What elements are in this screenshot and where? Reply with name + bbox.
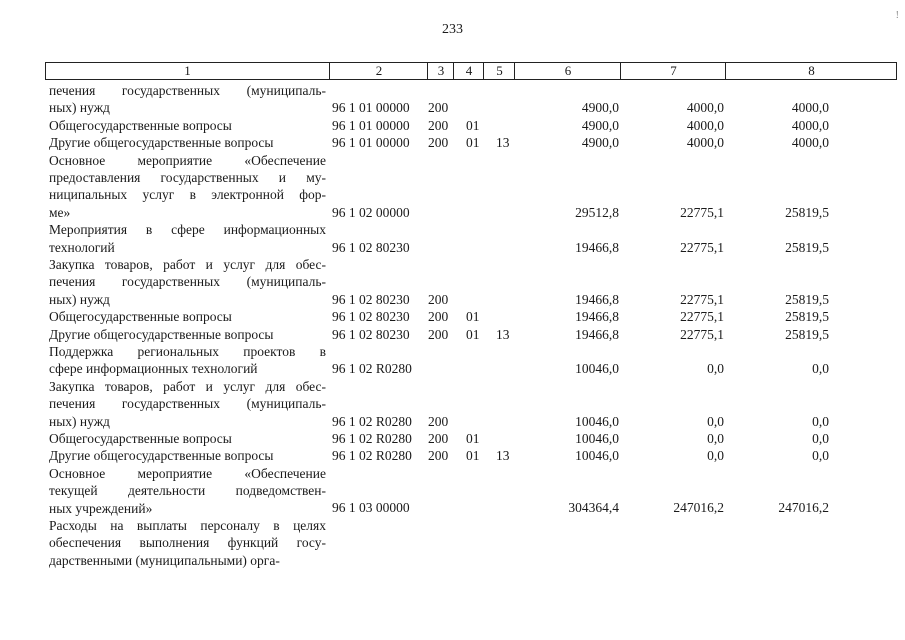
row-value-7: 0,0: [707, 413, 724, 429]
row-col-3: 200: [428, 430, 449, 446]
row-value-7: 22775,1: [680, 204, 724, 220]
row-value-7: 247016,2: [673, 500, 724, 516]
row-value-6: 10046,0: [575, 448, 619, 464]
row-value-6: 10046,0: [575, 430, 619, 446]
row-value-8: 0,0: [812, 448, 829, 464]
row-value-7: 4000,0: [686, 100, 724, 116]
header-col-7: 7: [620, 63, 726, 79]
row-value-8: 25819,5: [785, 291, 829, 307]
table-row: [0, 517, 905, 569]
row-code: 96 1 03 00000: [332, 500, 410, 516]
row-code: 96 1 02 80230: [332, 291, 410, 307]
row-value-7: 22775,1: [680, 291, 724, 307]
row-col-5: 13: [496, 448, 510, 464]
table-row: [0, 447, 905, 464]
table-row: [0, 465, 905, 517]
row-description: [49, 447, 326, 464]
row-value-7: 22775,1: [680, 326, 724, 342]
description-line: дарственными (муниципальными) орга-: [49, 552, 280, 568]
row-value-6: 4900,0: [581, 117, 619, 133]
description-line: Расходы на выплаты персоналу в целях: [49, 517, 326, 533]
corner-mark: !: [895, 10, 899, 21]
row-value-8: 4000,0: [791, 100, 829, 116]
description-line: Общегосударственные вопросы: [49, 309, 232, 325]
row-value-7: 0,0: [707, 361, 724, 377]
row-value-7: 22775,1: [680, 239, 724, 255]
row-col-5: 13: [496, 135, 510, 151]
row-value-6: 10046,0: [575, 361, 619, 377]
description-line: ных) нужд: [49, 413, 110, 429]
row-col-3: 200: [428, 135, 449, 151]
description-line: печения государственных (муниципаль-: [49, 396, 326, 412]
description-line: технологий: [49, 239, 115, 255]
description-line: обеспечения выполнения функций госу-: [49, 535, 326, 551]
row-code: 96 1 02 00000: [332, 204, 410, 220]
description-line: Другие общегосударственные вопросы: [49, 135, 274, 151]
header-col-4: 4: [453, 63, 484, 79]
row-description: [49, 256, 326, 308]
row-description: [49, 221, 326, 256]
row-value-6: 304364,4: [568, 500, 619, 516]
row-value-8: 25819,5: [785, 204, 829, 220]
row-value-8: 4000,0: [791, 135, 829, 151]
description-line: Закупка товаров, работ и услуг для обес-: [49, 378, 326, 394]
header-col-8: 8: [725, 63, 897, 79]
description-line: Общегосударственные вопросы: [49, 117, 232, 133]
description-line: предоставления государственных и му-: [49, 169, 326, 185]
row-code: 96 1 02 R0280: [332, 413, 412, 429]
row-col-4: 01: [466, 117, 480, 133]
row-value-6: 19466,8: [575, 291, 619, 307]
header-col-2: 2: [329, 63, 428, 79]
row-code: 96 1 01 00000: [332, 117, 410, 133]
row-value-8: 25819,5: [785, 239, 829, 255]
table-row: [0, 82, 905, 117]
row-col-3: 200: [428, 100, 449, 116]
row-value-6: 29512,8: [575, 204, 619, 220]
description-line: Другие общегосударственные вопросы: [49, 448, 274, 464]
row-code: 96 1 02 80230: [332, 239, 410, 255]
row-description: [49, 517, 326, 569]
row-code: 96 1 02 80230: [332, 326, 410, 342]
header-col-3: 3: [427, 63, 454, 79]
row-col-3: 200: [428, 291, 449, 307]
table-row: [0, 134, 905, 151]
description-line: Основное мероприятие «Обеспечение: [49, 152, 326, 168]
row-value-7: 22775,1: [680, 309, 724, 325]
description-line: ных) нужд: [49, 100, 110, 116]
row-description: [49, 134, 326, 151]
row-value-8: 25819,5: [785, 326, 829, 342]
row-code: 96 1 02 80230: [332, 309, 410, 325]
header-col-1: 1: [184, 63, 191, 78]
description-line: Другие общегосударственные вопросы: [49, 326, 274, 342]
description-line: Мероприятия в сфере информационных: [49, 222, 326, 238]
row-col-3: 200: [428, 413, 449, 429]
description-line: Общегосударственные вопросы: [49, 430, 232, 446]
row-value-7: 0,0: [707, 430, 724, 446]
description-line: ме»: [49, 204, 71, 220]
row-description: [49, 465, 326, 517]
row-value-6: 4900,0: [581, 135, 619, 151]
row-description: [49, 326, 326, 343]
row-code: 96 1 02 R0280: [332, 430, 412, 446]
row-col-3: 200: [428, 326, 449, 342]
page-number: 233: [442, 22, 463, 37]
row-description: [49, 378, 326, 430]
row-value-6: 19466,8: [575, 326, 619, 342]
row-description: [49, 343, 326, 378]
header-col-5: 5: [483, 63, 515, 79]
description-line: Закупка товаров, работ и услуг для обес-: [49, 256, 326, 272]
description-line: печения государственных (муниципаль-: [49, 274, 326, 290]
description-line: ных) нужд: [49, 291, 110, 307]
row-col-3: 200: [428, 448, 449, 464]
table-row: [0, 221, 905, 256]
row-description: [49, 152, 326, 222]
description-line: сфере информационных технологий: [49, 361, 258, 377]
table-row: [0, 152, 905, 222]
table-row: [0, 308, 905, 325]
table-row: [0, 117, 905, 134]
row-value-6: 10046,0: [575, 413, 619, 429]
description-line: печения государственных (муниципаль-: [49, 83, 326, 98]
table-body: [0, 82, 905, 569]
table-row: [0, 378, 905, 430]
row-value-8: 0,0: [812, 413, 829, 429]
row-value-7: 4000,0: [686, 135, 724, 151]
row-code: 96 1 01 00000: [332, 135, 410, 151]
header-col-6: 6: [514, 63, 621, 79]
row-col-3: 200: [428, 309, 449, 325]
row-description: [49, 308, 326, 325]
row-description: [49, 117, 326, 134]
description-line: Основное мероприятие «Обеспечение: [49, 465, 326, 481]
table-row: [0, 343, 905, 378]
description-line: Поддержка региональных проектов в: [49, 343, 326, 359]
row-col-4: 01: [466, 448, 480, 464]
table-row: [0, 430, 905, 447]
table-header: [45, 62, 897, 80]
table-row: [0, 256, 905, 308]
description-line: текущей деятельности подведомствен-: [49, 483, 326, 499]
row-description: [49, 82, 326, 117]
row-value-7: 0,0: [707, 448, 724, 464]
table-row: [0, 326, 905, 343]
row-value-6: 19466,8: [575, 239, 619, 255]
row-col-3: 200: [428, 117, 449, 133]
row-col-5: 13: [496, 326, 510, 342]
row-col-4: 01: [466, 430, 480, 446]
row-value-7: 4000,0: [686, 117, 724, 133]
description-line: ниципальных услуг в электронной фор-: [49, 187, 326, 203]
row-value-8: 247016,2: [778, 500, 829, 516]
row-code: 96 1 01 00000: [332, 100, 410, 116]
description-line: ных учреждений»: [49, 500, 153, 516]
row-description: [49, 430, 326, 447]
row-value-8: 4000,0: [791, 117, 829, 133]
row-col-4: 01: [466, 326, 480, 342]
row-value-6: 19466,8: [575, 309, 619, 325]
row-code: 96 1 02 R0280: [332, 448, 412, 464]
row-value-8: 0,0: [812, 361, 829, 377]
row-value-8: 25819,5: [785, 309, 829, 325]
row-col-4: 01: [466, 135, 480, 151]
row-value-8: 0,0: [812, 430, 829, 446]
row-code: 96 1 02 R0280: [332, 361, 412, 377]
row-value-6: 4900,0: [581, 100, 619, 116]
row-col-4: 01: [466, 309, 480, 325]
